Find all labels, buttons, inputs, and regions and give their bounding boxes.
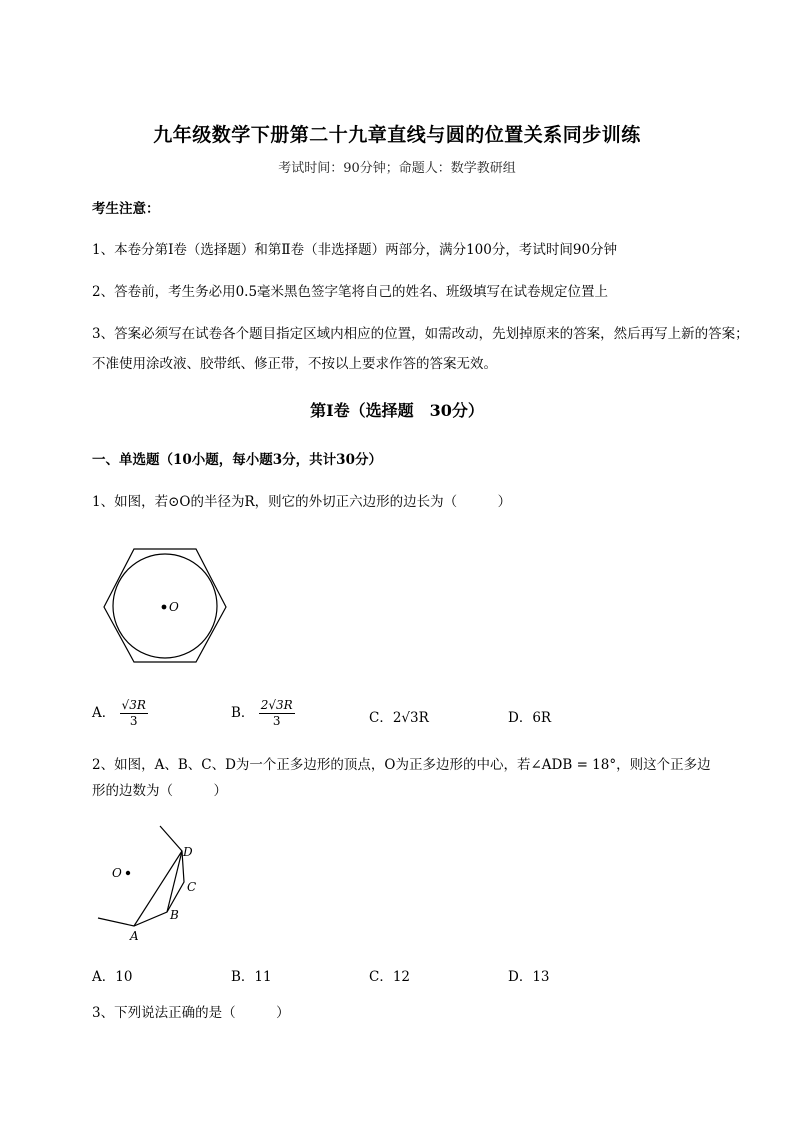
q1-option-b-prefix: B． (231, 705, 255, 721)
label-d: D (183, 845, 193, 859)
label-b: B (170, 908, 179, 922)
q1-option-a (92, 698, 148, 729)
q1-option-b-fraction (259, 698, 295, 729)
page-title: 九年级数学下册第二十九章直线与圆的位置关系同步训练 (153, 124, 641, 146)
q1-option-a-fraction (120, 698, 148, 729)
section-title: 第I卷（选择题 30分） (310, 401, 484, 420)
center-point-o (126, 871, 130, 875)
label-a: A (130, 929, 139, 943)
q2-option-a: A．10 (92, 969, 133, 985)
q1-option-c: C．2√3R (369, 710, 429, 726)
q1-option-b-denominator: 3 (272, 714, 281, 728)
q2-option-d: D．13 (508, 969, 550, 985)
q1-option-b (231, 698, 295, 729)
segment-bd (167, 851, 182, 912)
q1-option-a-prefix: A． (92, 705, 116, 721)
notice-item-1: 1、本卷分第I卷（选择题）和第Ⅱ卷（非选择题）两部分，满分100分，考试时间90分钟 (92, 242, 618, 258)
center-label: O (169, 600, 179, 614)
notice-item-2: 2、答卷前，考生务必用0.5毫米黑色签字笔将自己的姓名、班级填写在试卷规定位置上 (92, 284, 609, 300)
q1-option-d: D．6R (508, 710, 552, 726)
question-1-stem: 1、如图，若⊙O的半径为R，则它的外切正六边形的边长为（ ） (92, 494, 512, 510)
question-3-stem: 3、下列说法正确的是（ ） (92, 1005, 290, 1021)
part-heading: 一、单选题（10小题，每小题3分，共计30分） (92, 452, 382, 468)
q1-option-a-numerator: √3R (121, 698, 146, 712)
q2-option-b: B．11 (231, 969, 272, 985)
question-2-stem-line1: 2、如图，A、B、C、D为一个正多边形的顶点，O为正多边形的中心，若∠ADB = 18°，则这个正多边 (92, 757, 711, 773)
notice-heading: 考生注意： (92, 201, 160, 217)
notice-item-3: 3、答案必须写在试卷各个题目指定区域内相应的位置，如需改动，先划掉原来的答案，然后再写上新的答案；不准使用涂改液、胶带纸、修正带，不按以上要求作答的答案无效。 (92, 326, 749, 372)
polygon-figure (90, 820, 230, 945)
q2-option-c: C．12 (369, 969, 411, 985)
label-o: O (112, 866, 122, 880)
q1-option-b-numerator: 2√3R (260, 698, 293, 712)
question-2-stem-line2: 形的边数为（ ） (92, 783, 227, 799)
label-c: C (187, 880, 197, 894)
hexagon-circle-figure (100, 545, 230, 665)
q1-option-a-denominator: 3 (129, 714, 138, 728)
center-point (162, 605, 167, 610)
exam-subtitle: 考试时间：90分钟；命题人：数学教研组 (278, 161, 516, 176)
